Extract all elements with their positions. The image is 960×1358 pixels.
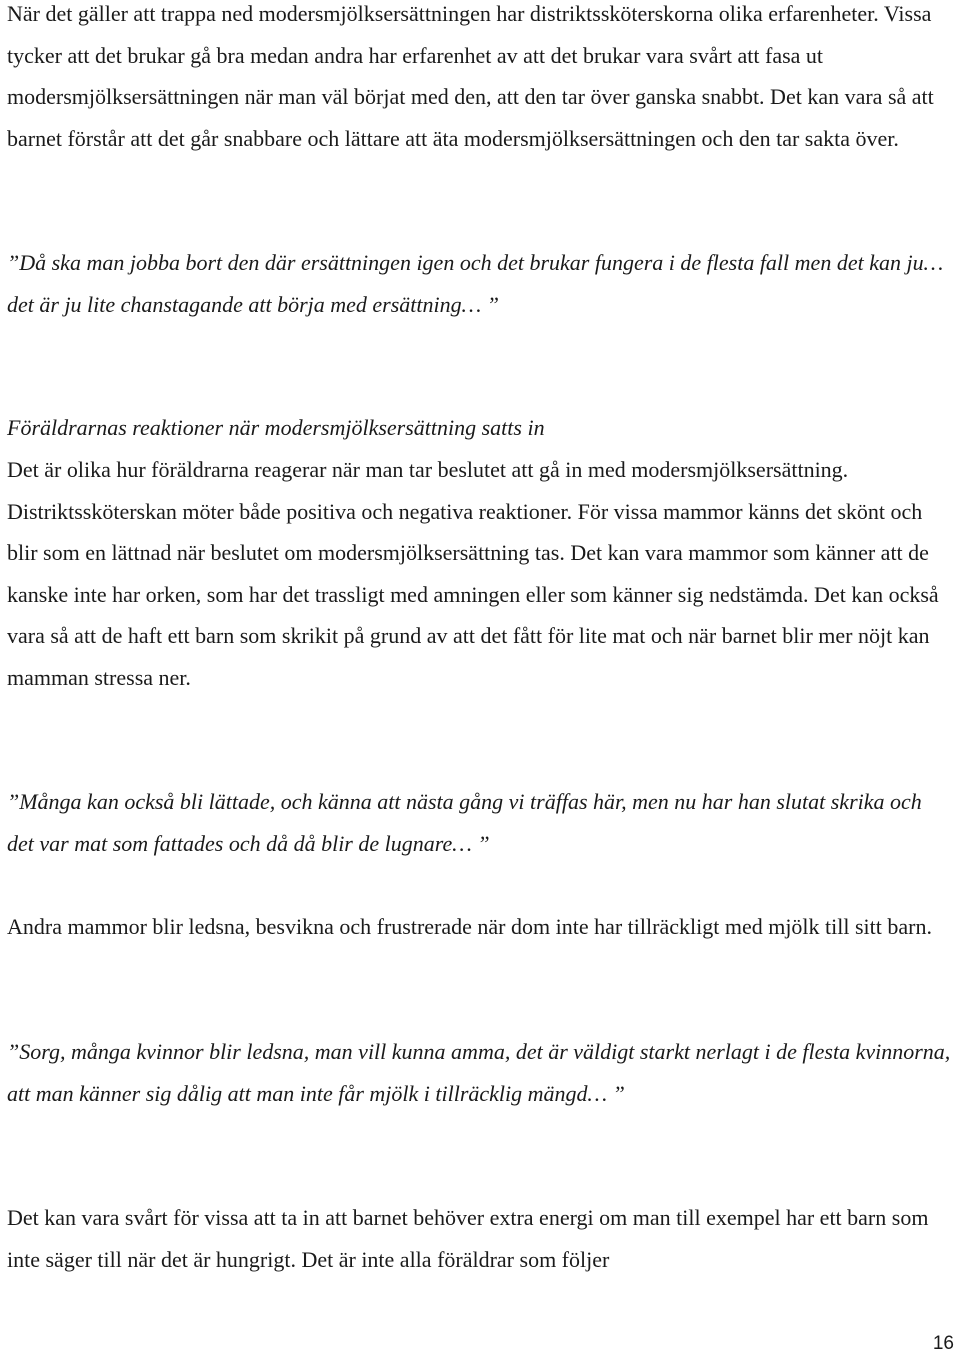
- body-paragraph: Det kan vara svårt för vissa att ta in att barnet behöver extra energi om man till exempel har ett barn som inte säger till när det är hungrigt. Det är inte alla föräldrar som följer: [7, 1205, 929, 1272]
- interview-quote: ”Då ska man jobba bort den där ersättningen igen och det brukar fungera i de flesta fall men det kan ju…det är ju lite chanstagande att börja med ersättning… ”: [7, 250, 944, 317]
- interview-quote: ”Många kan också bli lättade, och känna att nästa gång vi träffas här, men nu har han slutat skrika och det var mat som fattades och då då blir de lugnare… ”: [7, 789, 922, 856]
- body-paragraph: När det gäller att trappa ned modersmjölksersättningen har distriktssköterskorna olika erfarenheter. Vissa tycker att det brukar gå bra medan andra har erfarenhet av att det brukar vara svårt att fasa ut modersmjölksersättningen när man väl börjat med den, att den tar över ganska snabbt. Det kan vara så att barnet förstår att det går snabbare och lättare att äta modersmjölksersättningen och den tar sakta över.: [7, 1, 934, 151]
- body-paragraph: Andra mammor blir ledsna, besvikna och frustrerade när dom inte har tillräckligt med mjölk till sitt barn.: [7, 914, 932, 939]
- interview-quote: ”Sorg, många kvinnor blir ledsna, man vill kunna amma, det är väldigt starkt nerlagt i de flesta kvinnorna, att man känner sig dålig att man inte får mjölk i tillräcklig mängd… ”: [7, 1039, 951, 1106]
- body-paragraph: Det är olika hur föräldrarna reagerar när man tar beslutet att gå in med modersmjölksersättning. Distriktssköterskan möter både positiva och negativa reaktioner. För vissa mammor känns det skönt och blir som en lättnad när beslutet om modersmjölksersättning tas. Det kan vara mammor som känner att de kanske inte har orken, som har det trassligt med amningen eller som känner sig nedstämda. Det kan också vara så att de haft ett barn som skrikit på grund av att det fått för lite mat och när barnet blir mer nöjt kan mamman stressa ner.: [7, 457, 939, 690]
- page-number: 16: [932, 1333, 954, 1354]
- section-heading: Föräldrarnas reaktioner när modersmjölksersättning satts in: [7, 415, 545, 440]
